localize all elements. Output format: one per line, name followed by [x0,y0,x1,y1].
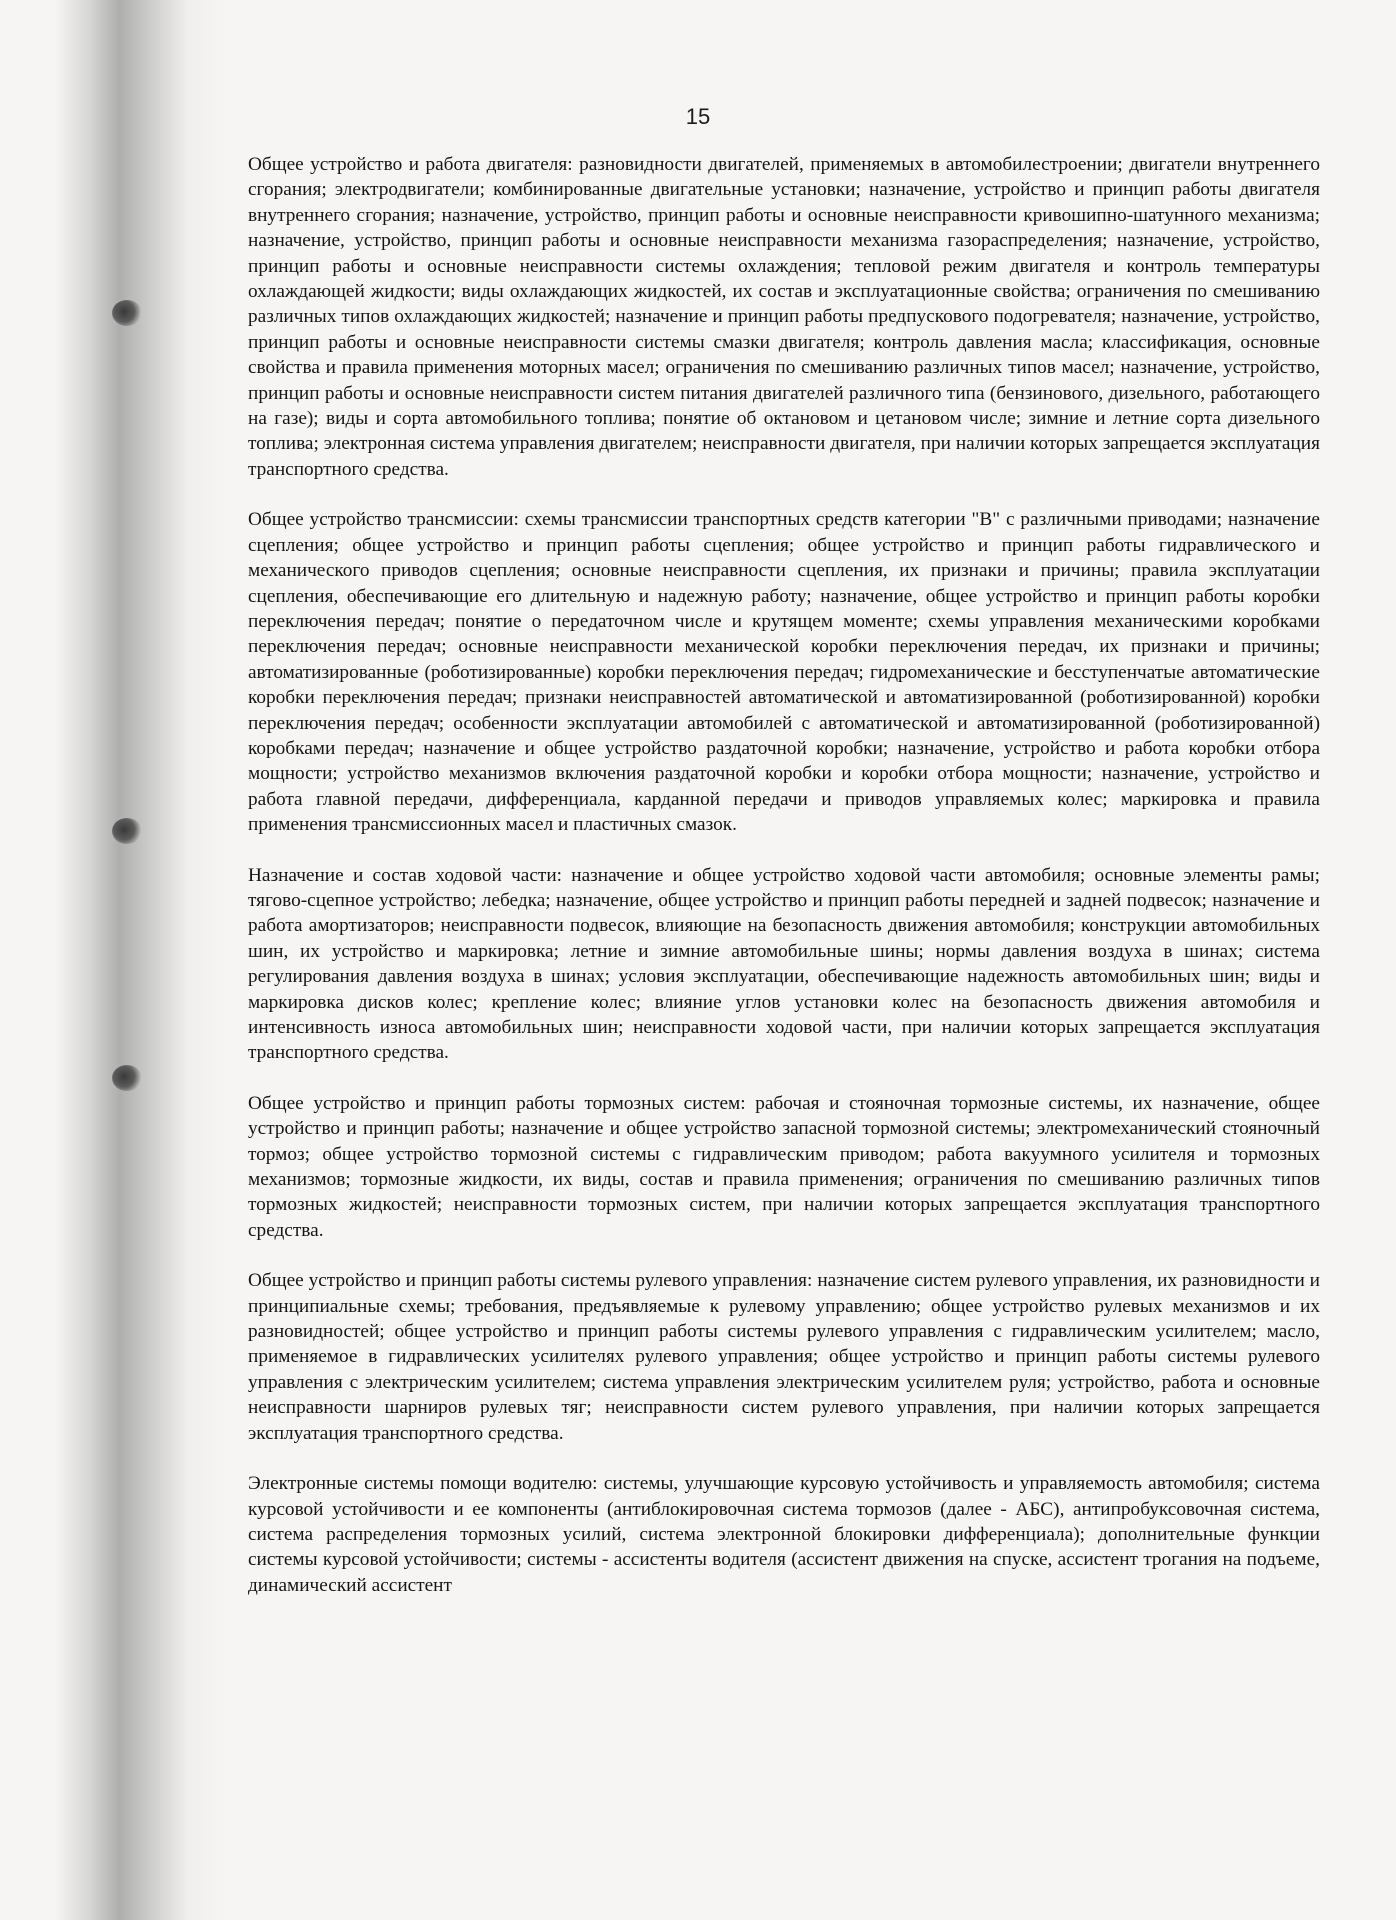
paragraph-chassis: Назначение и состав ходовой части: назначение и общее устройство ходовой части автомобиля; основные элементы рамы; тягово-сцепное устройство; лебедка; назначение, общее устройство и принцип работы передней и задней подвесок; назначение и работа амортизаторов; неисправности подвесок, влияющие на безопасность движения автомобиля; конструкции автомобильных шин, их устройство и маркировка; летние и зимние автомобильные шины; нормы давления воздуха в шинах; система регулирования давления воздуха в шинах; условия эксплуатации, обеспечивающие надежность автомобильных шин; виды и маркировка дисков колес; крепление колес; влияние углов установки колес на безопасность движения автомобиля и интенсивность износа автомобильных шин; неисправности ходовой части, при наличии которых запрещается эксплуатация транспортного средства. [248,864,1320,1064]
binder-hole-3 [112,1065,142,1091]
paragraph-steering: Общее устройство и принцип работы системы рулевого управления: назначение систем рулевого управления, их разновидности и принципиальные схемы; требования, предъявляемые к рулевому управлению; общее устройство рулевых механизмов и их разновидностей; общее устройство и принцип работы системы рулевого управления с гидравлическим усилителем; масло, применяемое в гидравлических усилителях рулевого управления; общее устройство и принцип работы системы рулевого управления с электрическим усилителем; система управления электрическим усилителем руля; устройство, работа и основные неисправности шарниров рулевых тяг; неисправности систем рулевого управления, при наличии которых запрещается эксплуатация транспортного средства. [248,1270,1320,1444]
paragraph-driver-assist: Электронные системы помощи водителю: системы, улучшающие курсовую устойчивость и управляемость автомобиля; система курсовой устойчивости и ее компоненты (антиблокировочная система тормозов (далее - АБС), антипробуксовочная система, система распределения тормозных усилий, система электронной блокировки дифференциала); дополнительные функции системы курсовой устойчивости; системы - ассистенты водителя (ассистент движения на спуске, ассистент трогания на подъеме, динамический ассистент [248,1473,1320,1596]
binder-hole-1 [112,300,142,326]
binding-shadow [55,0,225,1920]
paragraph-brakes: Общее устройство и принцип работы тормозных систем: рабочая и стояночная тормозные системы, их назначение, общее устройство и принцип работы; назначение и общее устройство запасной тормозной системы; электромеханический стояночный тормоз; общее устройство тормозной системы с гидравлическим приводом; работа вакуумного усилителя и тормозных механизмов; тормозные жидкости, их виды, состав и правила применения; ограничения по смешиванию различных типов тормозных жидкостей; неисправности тормозных систем, при наличии которых запрещается эксплуатация транспортного средства. [248,1092,1320,1241]
paragraph-engine: Общее устройство и работа двигателя: разновидности двигателей, применяемых в автомобилестроении; двигатели внутреннего сгорания; электродвигатели; комбинированные двигательные установки; назначение, устройство и принцип работы двигателя внутреннего сгорания; назначение, устройство, принцип работы и основные неисправности кривошипно-шатунного механизма; назначение, устройство, принцип работы и основные неисправности механизма газораспределения; назначение, устройство, принцип работы и основные неисправности системы охлаждения; тепловой режим двигателя и контроль температуры охлаждающей жидкости; виды охлаждающих жидкостей, их состав и эксплуатационные свойства; ограничения по смешиванию различных типов охлаждающих жидкостей; назначение и принцип работы предпускового подогревателя; назначение, устройство, принцип работы и основные неисправности системы смазки двигателя; контроль давления масла; классификация, основные свойства и правила применения моторных масел; ограничения по смешиванию различных типов масел; назначение, устройство, принцип работы и основные неисправности систем питания двигателей различного типа (бензинового, дизельного, работающего на газе); виды и сорта автомобильного топлива; понятие об октановом и цетановом числе; зимние и летние сорта дизельного топлива; электронная система управления двигателем; неисправности двигателя, при наличии которых запрещается эксплуатация транспортного средства. [248,154,1320,480]
binder-hole-2 [112,818,142,844]
paragraph-transmission: Общее устройство трансмиссии: схемы трансмиссии транспортных средств категории "В" с различными приводами; назначение сцепления; общее устройство и принцип работы сцепления; общее устройство и принцип работы гидравлического и механического приводов сцепления; основные неисправности сцепления, их признаки и причины; правила эксплуатации сцепления, обеспечивающие его длительную и надежную работу; назначение, общее устройство и принцип работы коробки переключения передач; понятие о передаточном числе и крутящем моменте; схемы управления механическими коробками переключения передач; основные неисправности механической коробки переключения передач, их признаки и причины; автоматизированные (роботизированные) коробки переключения передач; гидромеханические и бесступенчатые автоматические коробки переключения передач; признаки неисправностей автоматической и автоматизированной (роботизированной) коробки переключения передач; особенности эксплуатации автомобилей с автоматической и автоматизированной (роботизированной) коробками передач; назначение и общее устройство раздаточной коробки; назначение, устройство и работа коробки отбора мощности; устройство механизмов включения раздаточной коробки и коробки отбора мощности; назначение, устройство и работа главной передачи, дифференциала, карданной передачи и приводов управляемых колес; маркировка и правила применения трансмиссионных масел и пластичных смазок. [248,509,1320,836]
document-body [248,152,1320,1623]
page-number: 15 [685,104,711,129]
